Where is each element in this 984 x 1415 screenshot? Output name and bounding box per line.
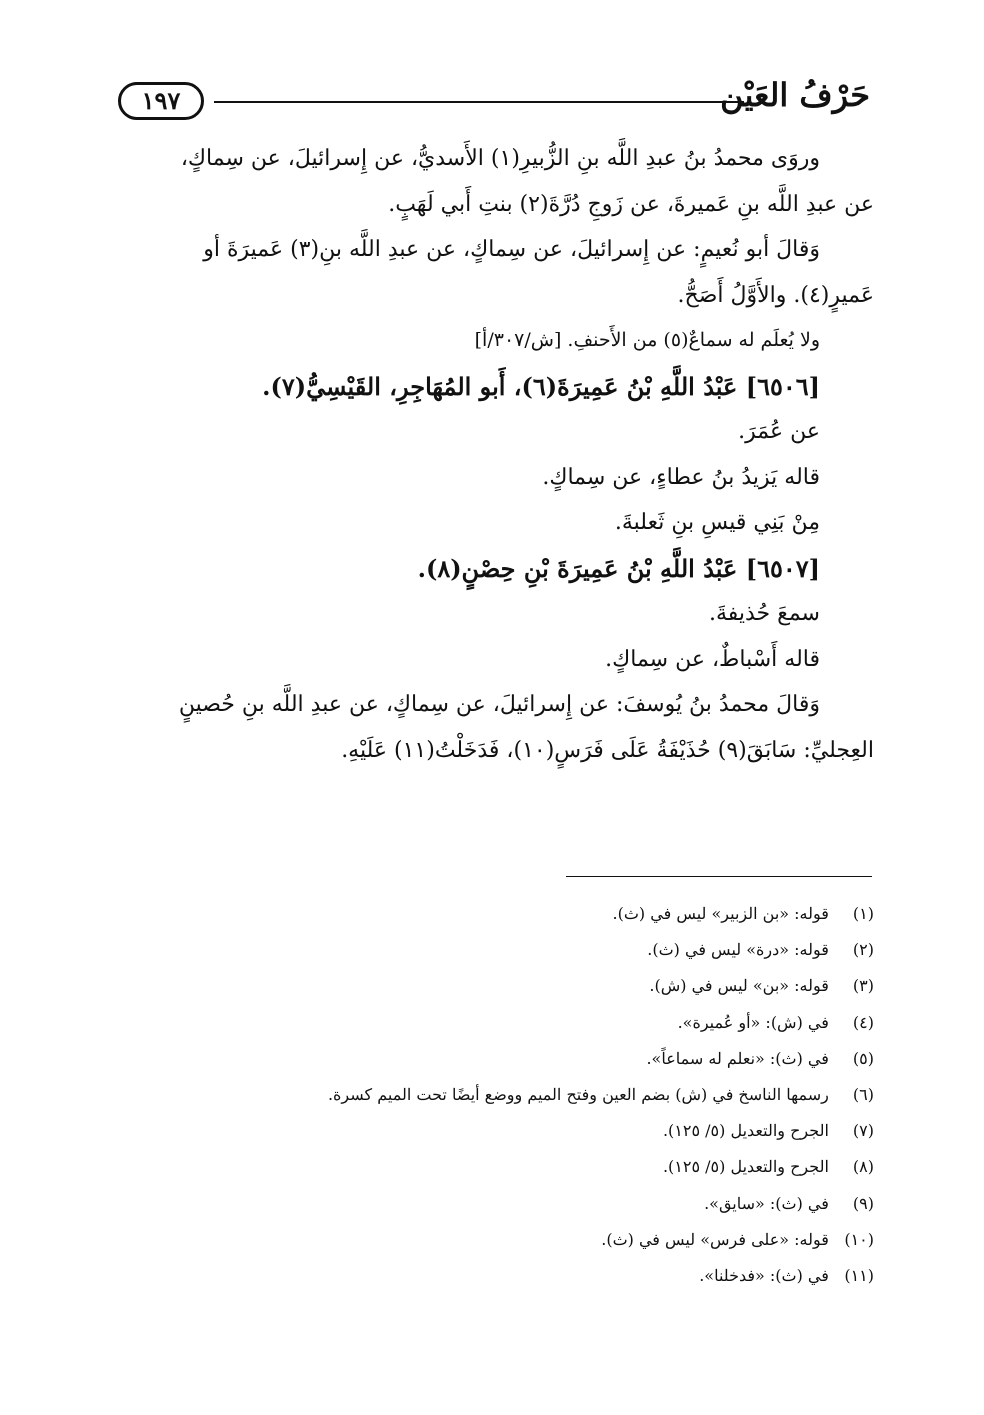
footnote-text: قوله: «على فرس» ليس في (ث). — [601, 1229, 829, 1249]
footnote-text: قوله: «بن» ليس في (ش). — [649, 976, 829, 996]
paragraph-line: سمعَ حُذيفةَ. — [708, 601, 820, 626]
footnote-item — [112, 1258, 874, 1294]
footnote-text: قوله: «درة» ليس في (ث). — [647, 940, 829, 960]
paragraph-line: العِجليِّ: سَابَقَ(٩) حُذَيْفَةُ عَلَى فَرَسٍ(١٠)، فَدَخَلْتُ(١١) عَلَيْهِ. — [341, 737, 874, 763]
paragraph-line: عن عبدِ اللَّه بنِ عَميرةَ، عن زَوجِ دُرَّةَ(٢) بنتِ أَبي لَهَبٍ. — [388, 191, 874, 217]
paragraph-line: عن عُمَرَ. — [738, 419, 820, 444]
paragraph-line: قاله أَسْباطٌ، عن سِماكٍ. — [605, 646, 820, 672]
footnote-text: في (ث): «فدخلنا». — [699, 1266, 829, 1286]
footnote-item — [112, 968, 874, 1004]
paragraph-line: ولا يُعلَم له سماعٌ(٥) من الأَحنفِ. [ش/٣٠٧/أ] — [474, 329, 820, 351]
page-header — [118, 76, 870, 136]
entry-heading: [٦٥٠٦] عَبْدُ اللَّهِ بْنُ عَمِيرَةَ(٦)، أَبو المُهَاجِرِ، القَيْسِيُّ(٧). — [262, 371, 820, 401]
paragraph-line: وَقالَ أبو نُعيمٍ: عن إِسرائيلَ، عن سِماكٍ، عن عبدِ اللَّه بنِ(٣) عَميرَةَ أو — [203, 237, 820, 262]
footnote-number: (٢) — [852, 940, 874, 960]
paragraph-line: مِنْ بَنِي قيسِ بنِ ثَعلبةَ. — [614, 510, 820, 535]
footnote-number: (٩) — [852, 1193, 874, 1213]
paragraph-line: وَقالَ محمدُ بنُ يُوسفَ: عن إِسرائيلَ، عن سِماكٍ، عن عبدِ اللَّه بنِ حُصينٍ — [178, 692, 820, 717]
footnotes — [112, 896, 874, 1294]
footnote-number: (١١) — [844, 1266, 874, 1286]
paragraph-line: وروَى محمدُ بنُ عبدِ اللَّه بنِ الزُّبيرِ(١) الأَسديُّ، عن إِسرائيلَ، عن سِماكٍ، — [180, 146, 820, 171]
footnote-number: (٦) — [852, 1085, 874, 1105]
header-divider — [214, 101, 744, 103]
footnote-number: (١٠) — [844, 1229, 874, 1249]
footnote-item — [112, 1077, 874, 1113]
footnote-item — [112, 1041, 874, 1077]
entry-heading: [٦٥٠٧] عَبْدُ اللَّهِ بْنُ عَمِيرَةَ بْنِ حِصْنٍ(٨). — [417, 553, 820, 583]
footnote-text: رسمها الناسخ في (ش) بضم العين وفتح الميم ووضع أيضًا تحت الميم كسرة. — [327, 1085, 829, 1105]
footnote-text: الجرح والتعديل (٥/ ١٢٥). — [662, 1121, 829, 1141]
footnote-number: (٧) — [852, 1121, 874, 1141]
footnote-item — [112, 932, 874, 968]
page-number-badge: ١٩٧ — [118, 82, 204, 120]
footnote-text: الجرح والتعديل (٥/ ١٢٥). — [662, 1157, 829, 1177]
footnote-number: (٤) — [852, 1012, 874, 1032]
footnote-item — [112, 896, 874, 932]
footnote-text: في (ث): «نعلم له سماعاً». — [646, 1048, 829, 1068]
main-text — [112, 136, 874, 773]
footnote-item — [112, 1186, 874, 1222]
footnote-text: في (ش): «أو عُميرة». — [677, 1012, 829, 1032]
footnote-text: في (ث): «سايق». — [704, 1193, 829, 1213]
footnote-number: (١) — [852, 904, 874, 923]
footnote-number: (٥) — [852, 1048, 874, 1068]
footnote-number: (٣) — [852, 976, 874, 996]
footnote-item — [112, 1149, 874, 1185]
paragraph-line: قاله يَزيدُ بنُ عطاءٍ، عن سِماكٍ. — [542, 464, 820, 490]
footnote-item — [112, 1113, 874, 1149]
footnote-item — [112, 1222, 874, 1258]
paragraph-line: عَميرٍ(٤). والأَوَّلُ أَصَحُّ. — [677, 282, 874, 308]
footnote-item — [112, 1005, 874, 1041]
footnote-divider — [566, 876, 872, 877]
footnote-text: قوله: «بن الزبير» ليس في (ث). — [612, 904, 829, 923]
footnote-number: (٨) — [852, 1157, 874, 1177]
running-title: حَرْفُ العَيْن — [720, 76, 870, 114]
